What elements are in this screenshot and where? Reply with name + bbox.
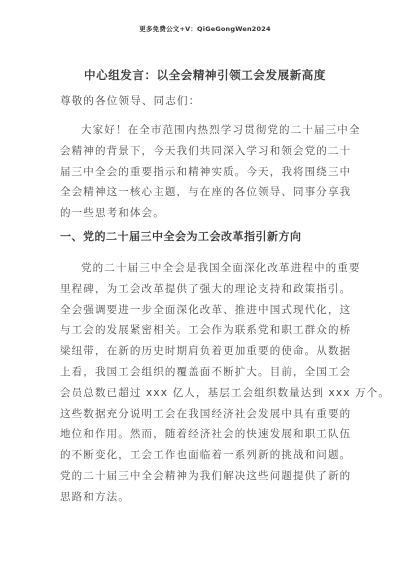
paragraph-line: 地位和作用。然而，随着经济社会的快速发展和职工队伍 [60, 428, 352, 441]
salutation: 尊敬的各位领导、同志们： [60, 95, 201, 107]
paragraph-line: 与工会的发展紧密相关。工会作为联系党和职工群众的桥 [60, 324, 352, 337]
paragraph-intro [60, 120, 361, 224]
paragraph-line: 的不断变化，工会工作也面临着一系列新的挑战和问题。 [60, 449, 352, 462]
document-title: 中心组发言：以全会精神引领工会发展新高度 [84, 68, 326, 82]
header-note: 更多免费公文+V：QiGeGongWen2024 [139, 25, 271, 33]
paragraph-line: 上看，我国工会组织的覆盖面不断扩大。目前，全国工会 [60, 365, 352, 378]
paragraph-line: 这些数据充分说明工会在我国经济社会发展中具有重要的 [60, 407, 352, 420]
paragraph-line: 党的二十届三中全会是我国全面深化改革进程中的重要 [81, 262, 361, 274]
paragraph-line: 届三中全会的重要指示和精神实质。今天，我将围绕三中 [60, 165, 352, 178]
paragraph-line: 思路和方法。 [60, 490, 130, 503]
paragraph-section-1 [60, 258, 391, 508]
paragraph-line: 的一些思考和体会。 [60, 207, 165, 220]
paragraph-line: 全会强调要进一步全面深化改革、推进中国式现代化，这 [60, 303, 352, 316]
paragraph-line: 大家好！在全市范围内热烈学习贯彻党的二十届三中全 [81, 124, 361, 136]
paragraph-line: 里程碑，为工会改革提供了强大的理论支持和政策指引。 [60, 282, 352, 295]
paragraph-line: 会员总数已超过 xxx 亿人，基层工会组织数量达到 xxx 万个。 [60, 386, 391, 399]
paragraph-line: 会精神的背景下，今天我们共同深入学习和领会党的二十 [60, 144, 352, 157]
section-heading-1: 一、党的二十届三中全会为工会改革指引新方向 [60, 230, 302, 243]
paragraph-line: 梁纽带，在新的历史时期肩负着更加重要的使命。从数据 [60, 345, 352, 358]
paragraph-line: 党的二十届三中全会精神为我们解决这些问题提供了新的 [60, 469, 352, 482]
paragraph-line: 全会精神这一核心主题，与在座的各位领导、同事分享我 [60, 186, 352, 199]
